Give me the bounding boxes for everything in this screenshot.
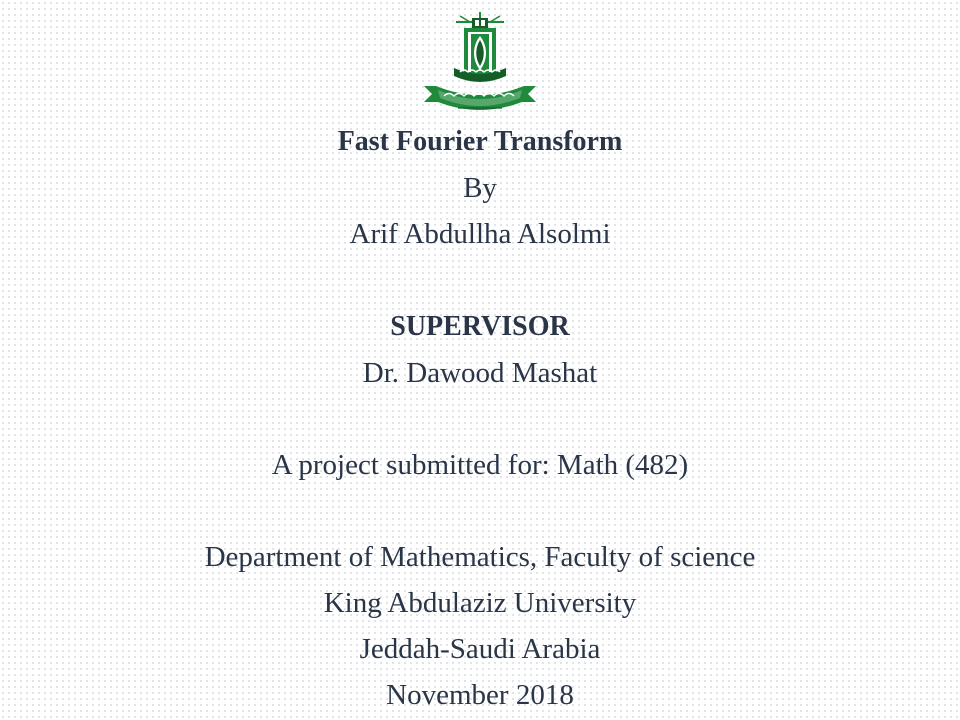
author-name: Arif Abdullha Alsolmi bbox=[349, 218, 611, 250]
date-line: November 2018 bbox=[386, 679, 574, 711]
university-name: King Abdulaziz University bbox=[323, 587, 637, 619]
by-label: By bbox=[463, 172, 497, 204]
supervisor-name: Dr. Dawood Mashat bbox=[362, 357, 598, 389]
document-title: Fast Fourier Transform bbox=[337, 126, 623, 157]
supervisor-heading: SUPERVISOR bbox=[390, 311, 570, 342]
university-logo bbox=[420, 10, 540, 116]
university-emblem-icon bbox=[420, 10, 540, 116]
department-line: Department of Mathematics, Faculty of science bbox=[204, 541, 756, 573]
project-line: A project submitted for: Math (482) bbox=[271, 449, 689, 481]
location-line: Jeddah-Saudi Arabia bbox=[359, 633, 601, 665]
